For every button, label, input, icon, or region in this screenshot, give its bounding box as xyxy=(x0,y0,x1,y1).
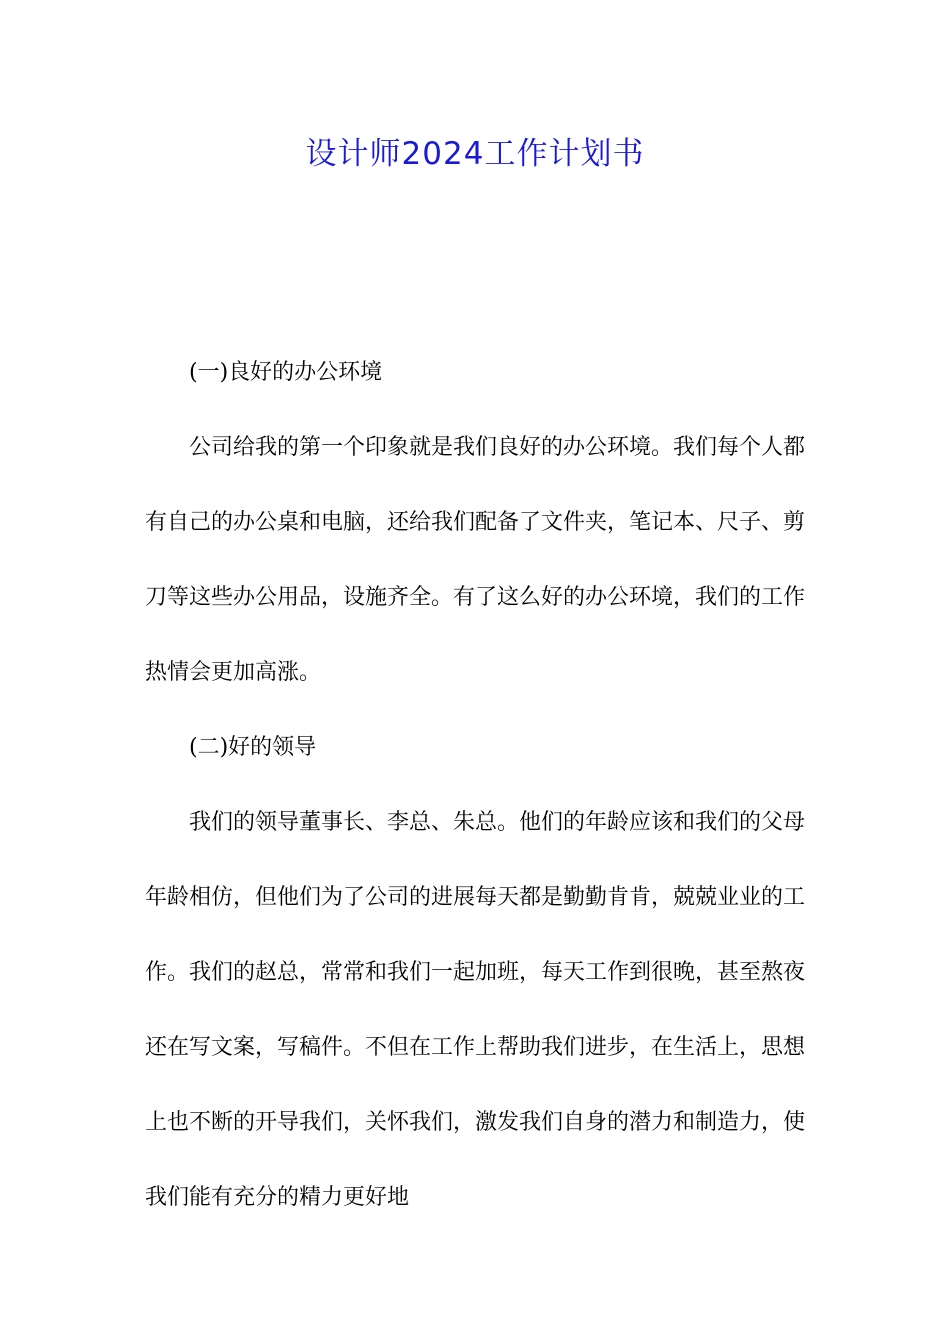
paragraph: 我们的领导董事长、李总、朱总。他们的年龄应该和我们的父母年龄相仿，但他们为了公司的进展每天都是勤勤肯肯，兢兢业业的工作。我们的赵总，常常和我们一起加班，每天工作到很晚，甚至熬夜还在写文案，写稿件。不但在工作上帮助我们进步，在生活上，思想上也不断的开导我们，关怀我们，激发我们自身的潜力和制造力，使我们能有充分的精力更好地 xyxy=(145,810,806,1210)
section-good-leadership xyxy=(145,710,805,1235)
document-title: 设计师2024工作计划书 xyxy=(305,136,645,172)
section-office-environment xyxy=(145,335,805,710)
document-body xyxy=(145,335,805,1235)
paragraph: 公司给我的第一个印象就是我们良好的办公环境。我们每个人都有自己的办公桌和电脑，还给我们配备了文件夹，笔记本、尺子、剪刀等这些办公用品，设施齐全。有了这么好的办公环境，我们的工作热情会更加高涨。 xyxy=(145,435,806,685)
section-heading: (一)良好的办公环境 xyxy=(189,360,383,385)
section-heading: (二)好的领导 xyxy=(189,735,317,760)
